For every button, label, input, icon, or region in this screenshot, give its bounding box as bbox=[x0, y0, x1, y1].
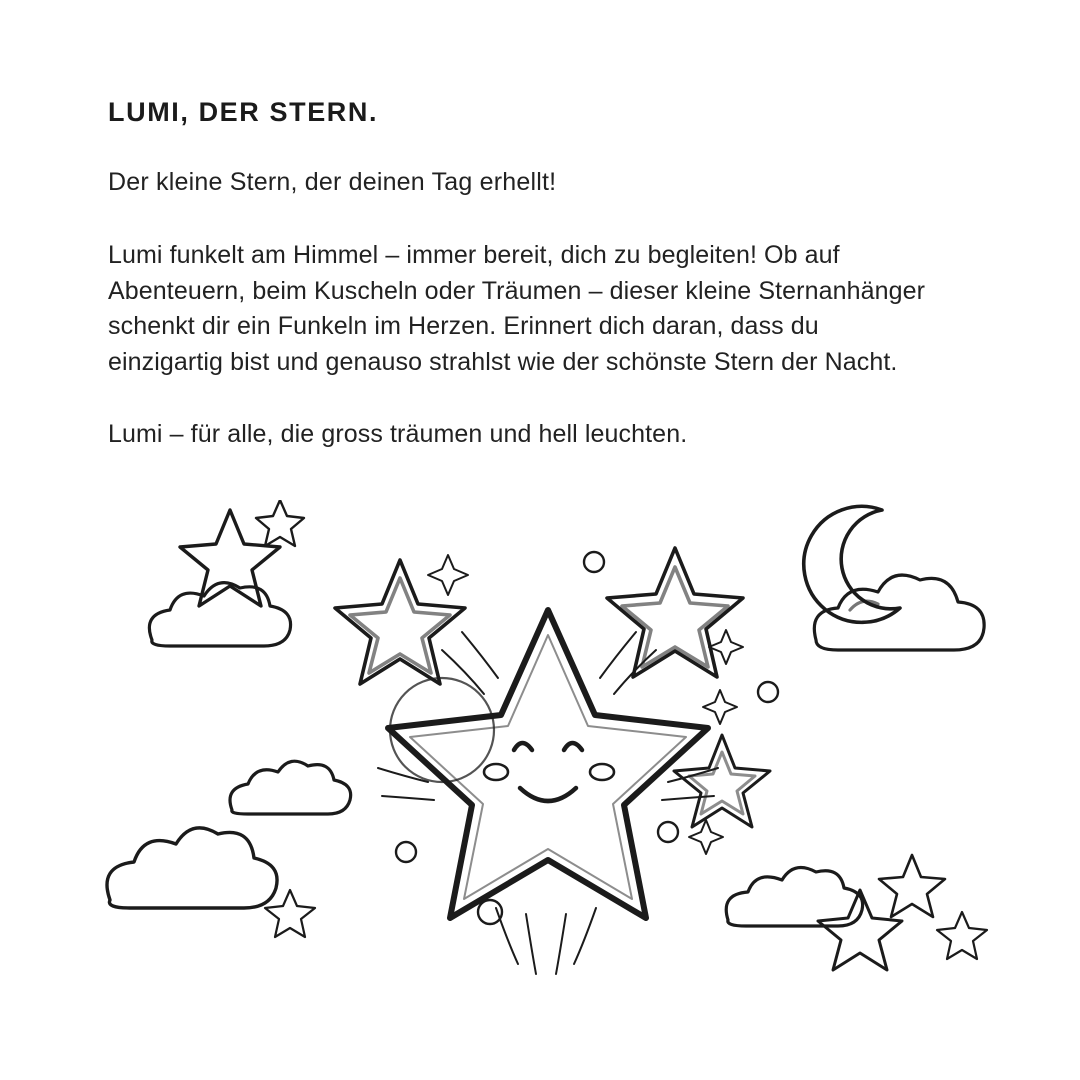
cloud-left-large-icon bbox=[107, 828, 277, 908]
star-face-icon bbox=[514, 743, 582, 801]
product-description-paragraph: Lumi funkelt am Himmel – immer bereit, dich zu begleiten! Ob auf Abenteuern, beim Kuscheln oder Träumen – dieser kleine Sternanhänger schenkt dir ein Funkeln im Herzen. Erinnert dich daran, dass du einzigartig bist und genauso strahlst wie der schönste Stern der Nacht. bbox=[108, 241, 926, 376]
product-tagline: Der kleine Stern, der deinen Tag erhellt! bbox=[108, 168, 557, 197]
star-cheeks-icon bbox=[484, 764, 614, 780]
cloud-left-small-icon bbox=[230, 761, 351, 814]
moon-crescent-icon bbox=[804, 506, 900, 622]
star-bottom-right-tiny-icon bbox=[937, 912, 987, 959]
product-closing-line: Lumi – für alle, die gross träumen und hell leuchten. bbox=[108, 420, 688, 449]
star-bottom-right-icon bbox=[818, 890, 902, 970]
star-illustration bbox=[90, 500, 990, 1020]
star-bottom-right-small-icon bbox=[879, 855, 945, 917]
star-tiny-topleft-icon bbox=[256, 500, 304, 546]
text-block bbox=[108, 96, 948, 452]
page-title: LUMI, DER STERN. bbox=[108, 97, 379, 127]
cloud-right-icon bbox=[814, 575, 984, 650]
star-outline-left-icon bbox=[335, 560, 465, 684]
